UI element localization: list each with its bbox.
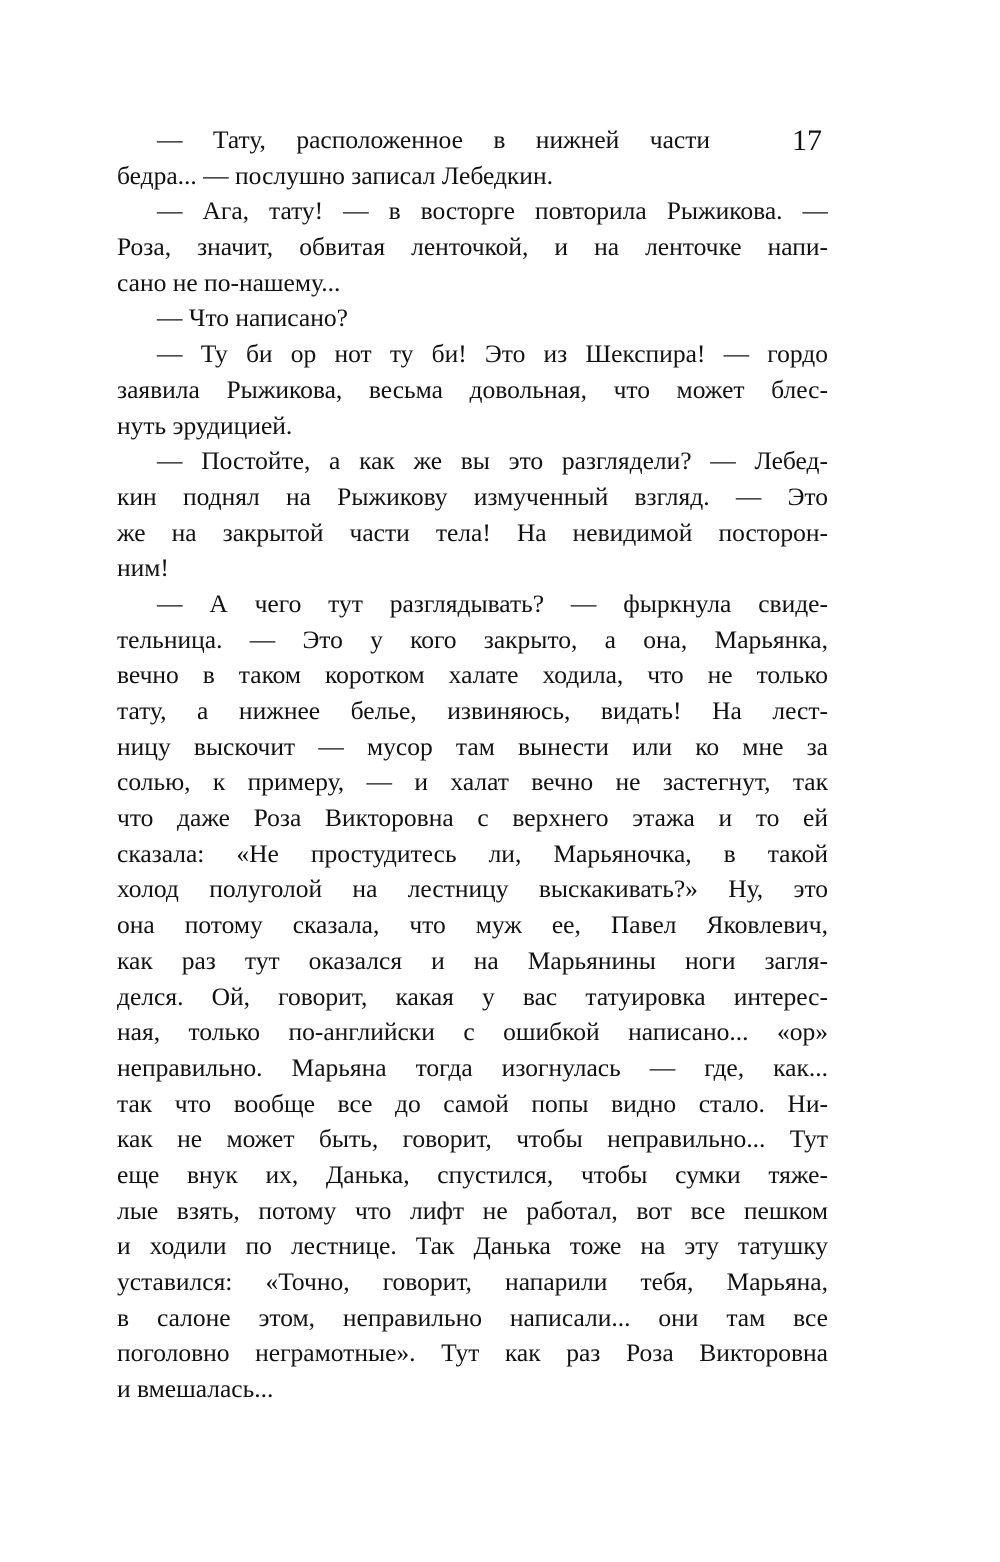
text-line: она потому сказала, что муж ее, Павел Яковлевич,	[117, 910, 828, 940]
page-number: 17	[792, 124, 822, 157]
text-line: — Ту би ор нот ту би! Это из Шекспира! — гордо	[157, 339, 828, 369]
text-line: вечно в таком коротком халате ходила, что не только	[117, 660, 828, 690]
book-text-block	[117, 122, 828, 1407]
text-line: тельница. — Это у кого закрыто, а она, Марьянка,	[117, 624, 828, 654]
text-line: заявила Рыжикова, весьма довольная, что может блес-	[117, 374, 828, 404]
text-line: солью, к примеру, — и халат вечно не застегнут, так	[117, 767, 828, 797]
text-line: бедра... — послушно записал Лебедкин.	[117, 160, 553, 190]
text-line: в салоне этом, неправильно написали... они там все	[117, 1302, 828, 1332]
text-line: ним!	[117, 553, 169, 583]
text-line: как раз тут оказался и на Марьянины ноги загля-	[117, 945, 828, 975]
text-line: — Постойте, а как же вы это разглядели? — Лебед-	[157, 446, 828, 476]
text-line: еще внук их, Данька, спустился, чтобы сумки тяже-	[117, 1159, 828, 1189]
text-line: ницу выскочит — мусор там вынести или ко мне за	[117, 731, 828, 761]
text-line: сказала: «Не простудитесь ли, Марьяночка, в такой	[117, 838, 828, 868]
text-line: ная, только по-английски с ошибкой написано... «ор»	[117, 1017, 828, 1047]
text-line: и вмешалась...	[117, 1374, 274, 1404]
text-line: так что вообще все до самой попы видно стало. Ни-	[117, 1088, 828, 1118]
text-line: — Тату, расположенное в нижней части	[157, 125, 710, 154]
text-line: что даже Роза Викторовна с верхнего этажа и то ей	[117, 803, 828, 833]
text-line: холод полуголой на лестницу выскакивать?» Ну, это	[117, 874, 828, 904]
text-line: и ходили по лестнице. Так Данька тоже на эту татушку	[117, 1231, 828, 1261]
text-line: Роза, значит, обвитая ленточкой, и на ленточке напи-	[117, 232, 828, 262]
text-line: лые взять, потому что лифт не работал, вот все пешком	[117, 1195, 828, 1225]
text-line: как не может быть, говорит, чтобы неправильно... Тут	[117, 1124, 828, 1154]
text-line: нуть эрудицией.	[117, 410, 293, 440]
text-line: делся. Ой, говорит, какая у вас татуировка интерес-	[117, 981, 828, 1011]
text-line: неправильно. Марьяна тогда изогнулась — где, как...	[117, 1052, 828, 1082]
text-line: — Ага, тату! — в восторге повторила Рыжикова. —	[157, 196, 828, 226]
text-line: — Что написано?	[157, 303, 348, 333]
text-line: поголовно неграмотные». Тут как раз Роза Викторовна	[117, 1338, 828, 1368]
text-line: — А чего тут разглядывать? — фыркнула свиде-	[157, 588, 828, 618]
text-line: же на закрытой части тела! На невидимой посторон-	[117, 517, 828, 547]
text-line: уставился: «Точно, говорит, напарили тебя, Марьяна,	[117, 1267, 828, 1296]
text-line: кин поднял на Рыжикову измученный взгляд. — Это	[117, 481, 828, 511]
text-line: тату, а нижнее белье, извиняюсь, видать! На лест-	[117, 696, 828, 725]
text-line: сано не по-нашему...	[117, 267, 341, 297]
